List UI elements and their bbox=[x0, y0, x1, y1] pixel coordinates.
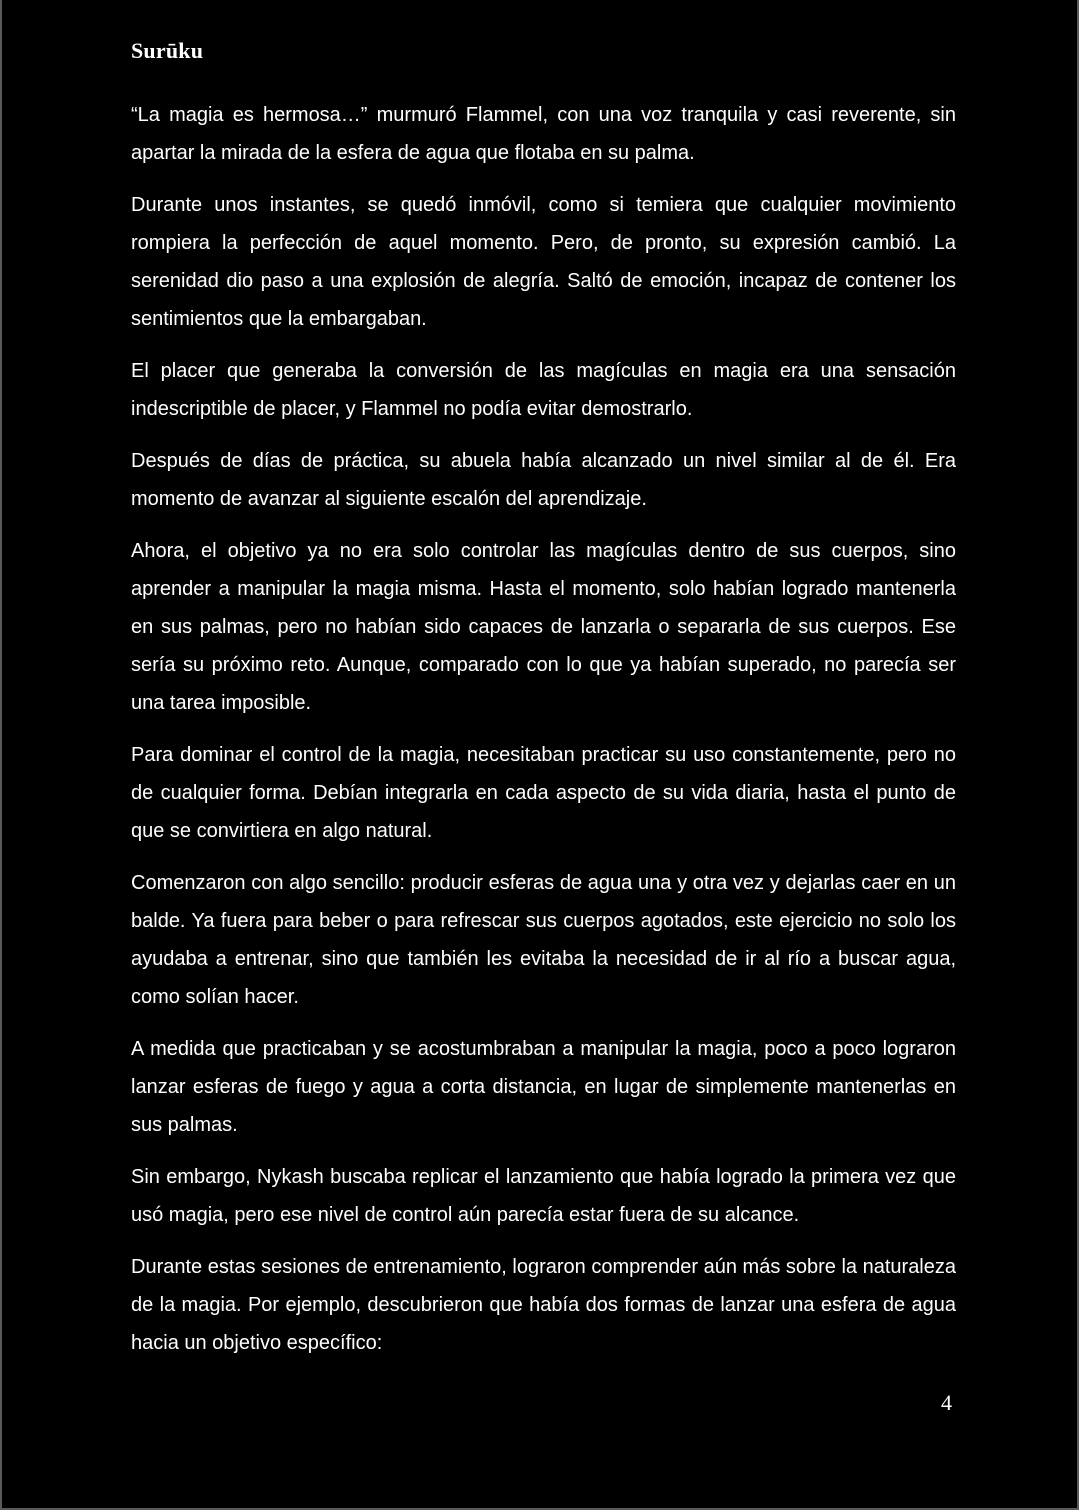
paragraph: Durante estas sesiones de entrenamiento, lograron comprender aún más sobre la naturaleza de la magia. Por ejemplo, descubrieron que había dos formas de lanzar una esfera de agua hacia un objetivo específico: bbox=[131, 1256, 956, 1354]
paragraph: Comenzaron con algo sencillo: producir esferas de agua una y otra vez y dejarlas caer en un balde. Ya fuera para beber o para refrescar sus cuerpos agotados, este ejercicio no solo los ayudaba a entrenar, sino que también les evitaba la necesidad de ir al río a buscar agua, como solían hacer. bbox=[131, 872, 956, 1008]
running-header-title: Surūku bbox=[131, 38, 204, 63]
paragraph: Durante unos instantes, se quedó inmóvil, como si temiera que cualquier movimiento rompiera la perfección de aquel momento. Pero, de pronto, su expresión cambió. La serenidad dio paso a una explosión de alegría. Saltó de emoción, incapaz de contener los sentimientos que la embargaban. bbox=[131, 194, 956, 330]
body-text bbox=[131, 96, 956, 1376]
paragraph: Sin embargo, Nykash buscaba replicar el lanzamiento que había logrado la primera vez que usó magia, pero ese nivel de control aún parecía estar fuera de su alcance. bbox=[131, 1166, 956, 1226]
page-number: 4 bbox=[941, 1390, 952, 1415]
paragraph: Después de días de práctica, su abuela había alcanzado un nivel similar al de él. Era momento de avanzar al siguiente escalón del aprendizaje. bbox=[131, 450, 956, 510]
paragraph: El placer que generaba la conversión de las magículas en magia era una sensación indescriptible de placer, y Flammel no podía evitar demostrarlo. bbox=[131, 360, 956, 420]
paragraph: Para dominar el control de la magia, necesitaban practicar su uso constantemente, pero no de cualquier forma. Debían integrarla en cada aspecto de su vida diaria, hasta el punto de que se convirtiera en algo natural. bbox=[131, 744, 956, 842]
paragraph: Ahora, el objetivo ya no era solo controlar las magículas dentro de sus cuerpos, sino aprender a manipular la magia misma. Hasta el momento, solo habían logrado mantenerla en sus palmas, pero no habían sido capaces de lanzarla o separarla de sus cuerpos. Ese sería su próximo reto. Aunque, comparado con lo que ya habían superado, no parecía ser una tarea imposible. bbox=[131, 540, 956, 714]
paragraph: “La magia es hermosa…” murmuró Flammel, con una voz tranquila y casi reverente, sin apartar la mirada de la esfera de agua que flotaba en su palma. bbox=[131, 104, 956, 164]
paragraph: A medida que practicaban y se acostumbraban a manipular la magia, poco a poco lograron lanzar esferas de fuego y agua a corta distancia, en lugar de simplemente mantenerlas en sus palmas. bbox=[131, 1038, 956, 1136]
